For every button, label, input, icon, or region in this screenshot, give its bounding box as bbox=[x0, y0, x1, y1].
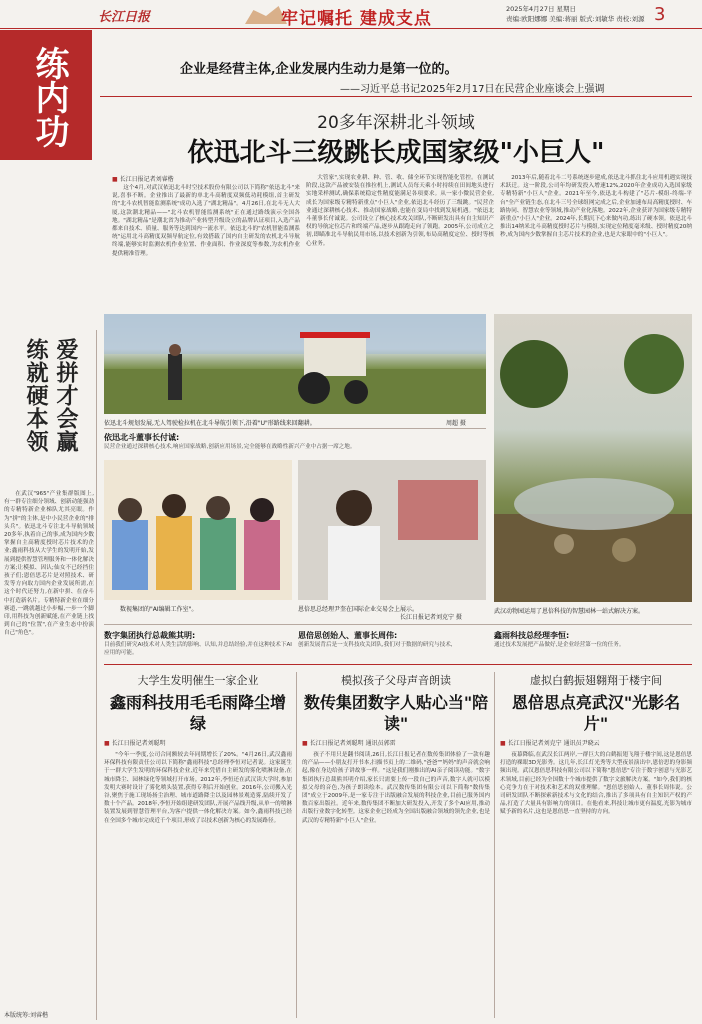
page-editor: 本版统筹:刘睿楷 bbox=[4, 1012, 49, 1019]
article-divider-1 bbox=[296, 672, 297, 1018]
quote-desc-fucheng: 民营企业通过深耕核心技术,响应国家战略,创新应用场景,完全能够在战略性新兴产业中占据一席之地。 bbox=[104, 444, 356, 450]
column-title-b: 练就硬本领 bbox=[23, 338, 48, 453]
main-kicker: 20多年深耕北斗领域 bbox=[317, 113, 475, 133]
articles-rule bbox=[104, 664, 692, 665]
article-divider-2 bbox=[494, 672, 495, 1018]
founder-photo-caption: 恩倍思总经理尹奎在国际企业交易会上展示。 bbox=[298, 606, 419, 613]
article-shuchuan bbox=[302, 672, 490, 1024]
newspaper-logo: 长江日报 bbox=[98, 10, 151, 25]
note-desc-xiong: 目前我们研究AI技术对人类生活的影响、认知,并总结经验,并在这种技术下AI应用的可能。 bbox=[104, 642, 292, 656]
right-photo-caption: 武汉动物园运用了恩倍科技的智慧园林一站式解决方案。 bbox=[494, 608, 645, 615]
quote-title-fucheng: 依迅北斗董事长付诚: bbox=[104, 433, 180, 442]
article-xinyu bbox=[104, 672, 292, 1024]
article-kicker: 虚拟白鹤振翅翱翔于楼宇间 bbox=[530, 674, 662, 687]
main-headline: 依迅北斗三级跳长成国家级"小巨人" bbox=[187, 138, 605, 168]
main-photo-credit: 周超 摄 bbox=[446, 420, 466, 427]
banner-title: 牢记嘱托 建成支点 bbox=[281, 9, 432, 29]
issue-date: 2025年4月27日 星期日 bbox=[506, 5, 577, 13]
main-body-col2: 大管家",实现农业耕、种、管、收、储全环节实现智能化管控。在测试阶段,这款产品被安装在推拉机上,测试人员每天乘小时持续在田间地头进行实地采样测试,确保系统稳定性精度能满足各项要求。从一家小微民营企业,成长为国家级专精特新重点"小巨人"企业,依迅北斗经历了三级跳。"民营企业通过深耕核心技术、推动国家战略,也能在变局中找到发展机遇。"依迅北斗董事长付诚说。公司设立了核心技术攻关团队,不断研发出具有自主知识产权的导航定位芯片和终端产品,逐步从跟跑走向了领跑。2005年,公司成立之初,即瞄准北斗导航民用市场,以技术创新为引领,布局高精度定位、授时等核心业务。 bbox=[306, 175, 494, 247]
main-byline: ■ 长江日报记者刘睿楷 bbox=[112, 174, 174, 183]
article-headline: 鑫雨科技用毛毛雨降尘增绿 bbox=[109, 693, 286, 733]
date-info bbox=[506, 4, 644, 24]
article-kicker: 大学生发明催生一家企业 bbox=[137, 674, 259, 687]
note-desc-zhou: 创新发展背后是一支科技攻关团队,我们对于数据的研究与技术, bbox=[298, 642, 453, 648]
note-desc-li: 通过技术发展把产品做好,是企业经营第一位的任务。 bbox=[494, 642, 625, 648]
founder-photo bbox=[298, 460, 486, 600]
article-body: 孩子不用只是翻书阅读,26日,长江日报记者在数传集团体验了一款有趣的产品——小朋友打开书本,扫描书页上的二维码,"爸爸""妈妈"的声音就会响起,像在身边给孩子讲故事一样。"这是我们刚推出的AI亲子阅读功能。"数字集团执行总裁熊其明介绍,家长只需要上传一段自己的声音,数字人就可以模拟父母的音色,为孩子朗读绘本。武汉数传集团有限公司以下简称"数传集团"成立于2009年,是一家专注于出版融合发展的科技企业,目前已服务国内数百家出版社。近年来,数传集团不断加大研发投入,开发了多个AI应用,推动出版行业数字化转型。这家企业已经成为全国出版融合领域的领先企业,也是武汉的专精特新"小巨人"企业。 bbox=[302, 752, 490, 824]
quote-source: ——习近平总书记2025年2月17日在民营企业座谈会上强调 bbox=[340, 84, 605, 95]
column-title-a: 爱拼才会赢 bbox=[53, 338, 78, 453]
zoo-photo bbox=[494, 314, 692, 602]
mid-rule bbox=[104, 428, 486, 429]
page-number: 3 bbox=[654, 4, 666, 25]
note-title-zhou: 恩倍思创始人、董事长周伟: bbox=[298, 631, 398, 640]
article-byline: ■ 长江日报记者刘克宁 通讯员尹晓云 bbox=[500, 738, 692, 747]
main-body-col3: 2013年后,随着北斗二号系统逐步建成,依迅北斗抓住北斗应用机遇实现技术跃迁。这一阶段,公司年均研发投入增速12%,2020年企业成功入选国家级专精特新"小巨人"企业。2021年至今,依迅北斗构建了"芯片-模组-终端-平台"全产业链生态,在北斗三号全球组网完成之后,企业加速布局高精度授时、车路协同、智慧农业等领域,推动产业化落地。2022年,企业获评为国家级专精特新重点"小巨人"企业。2024年,长期沉下心来做内功,练出了硬本领。依迅北斗推出14纳米北斗高精度授时芯片与模组,实现定位精度毫米级、授时精度20纳秒,成为国内少数掌握自主芯片技术的企业,也是大家眼中的"小巨人"。 bbox=[500, 175, 692, 239]
note-title-li: 鑫雨科技总经理李恒: bbox=[494, 631, 570, 640]
article-byline: ■ 长江日报记者刘聪明 bbox=[104, 738, 292, 747]
founder-photo-credit: 长江日报记者刘克宁 摄 bbox=[400, 614, 462, 621]
article-kicker: 模拟孩子父母声音朗读 bbox=[341, 674, 451, 687]
section-banner bbox=[245, 2, 455, 29]
column-body: 在武汉"965"产业集群版图上,有一群专注细分领域、创新动能强劲的专精特新企业梯队尤其亮眼。作为"拼"的主体,是中小民营企业的"排头兵"。依迅北斗专注北斗导航领域20多年,执着自己的事,成为国内少数掌握自主高精度授时芯片技术的企业;鑫雨科技从大学生的发明开始,发展到提供智慧管理服务和一体化解决方案;让模拟、因认;仙女不已经挡住孩子们;恩倍思芯片是对照技术、研发等方向取力国内企业发展所需,在这个时代还努力,在新中拼、在奋斗中打造新名片。专精特新企业在细分赛道,一跳就越过小步幅,一步一个脚印,用科技为创新赋能,在产业链上找到自己的"位置",在产业生态中扮演自己"角色"。 bbox=[4, 491, 94, 637]
editor-credits: 责编:欧阳娜娜 美编:蒋丽 版式:刘敏华 责校:刘源 bbox=[506, 15, 645, 23]
article-body: 夜幕降临,在武汉长江两岸,一群巨大的白鹤振翅飞翔于楼宇间,这是恩倍思打造的裸眼3D光影秀。这几年,长江灯光秀等大型夜景演出中,恩倍思的身影频频出现。武汉恩倍思科技有限公司以下简称"恩倍思"专注于数字创意与光影艺术领域,目前已经为全国数十个城市提供了数字文旅解决方案。"如今,我们的核心竞争力在于对技术和艺术的双重理解。"恩倍思创始人、董事长周伟说。公司研发团队不断探索新技术与文化的结合,推出了多项具有自主知识产权的产品,打造了大量具有影响力的项目。在他看来,科技让城市更有温度,光影为城市赋予新的名片,这也是恩倍思一直坚持的方向。 bbox=[500, 752, 692, 816]
article-enbeisi bbox=[500, 672, 692, 1024]
note-title-xiong: 数字集团执行总裁熊其明: bbox=[104, 631, 196, 640]
notes-rule bbox=[104, 624, 692, 625]
tractor-illustration bbox=[104, 314, 486, 414]
column-name: 练内功 bbox=[29, 46, 69, 148]
main-body-col1: 这个4月,对武汉依迅北斗时空技术股份有限公司以下简称"依迅北斗"来说,喜事不断。企业推出了最新的单北斗高精度双频低功耗模组,首主研发的"北斗农机智能监测系统"成功入选了"湖北精品"。4月26日,在北斗无人大厦,这款潮北精品——"北斗农机智能监测系统"正在通过路线演示全国各地。"湖北精品"是潮北省为推动产业转型升级设立的品牌认证项目,入选产品都来自技术、质量、服务等达到国内一流水平。依迅北斗的"农机智能监测系统"运用北斗高精度双频导航定位,有效搭载了国内自主研发的农机北斗导航终端,能够实时监测农机作业位置、作业面积、作业深度等参数,为农机作业提供精准管理。 bbox=[112, 185, 300, 257]
column-divider bbox=[96, 330, 97, 1020]
founder-illustration bbox=[298, 460, 486, 600]
quote-rule bbox=[100, 96, 692, 97]
garden-illustration bbox=[494, 314, 692, 602]
quote-text: 企业是经营主体,企业发展内生动力是第一位的。 bbox=[180, 62, 458, 77]
ai-photo-caption: 数视集团的"AI编辑工作室"。 bbox=[120, 606, 198, 613]
ai-studio-photo bbox=[104, 460, 292, 600]
article-headline: 数传集团数字人贴心当"陪读" bbox=[303, 693, 489, 733]
main-photo-caption: 依迅北斗规划发展,无人驾驶检拉机在北斗导航引领下,沿着"U"形路线来回翻耕。 bbox=[104, 420, 316, 427]
cartoon-figures-illustration bbox=[104, 460, 292, 600]
article-body: "今年一季度,公司合同额较去年同期增长了20%。"4月26日,武汉鑫雨环保科技有限责任公司以下简称"鑫雨科技"总经理李恒对记者说。这家诞生于一群大学生发明的环保科技企业,近年来凭借自主研发的雾化喷淋设备,在城市降尘、园林绿化等领域打开市场。2012年,李恒还在武汉读大学时,参加发明大赛时设计了雾化喷头装置,获得专利后开始创业。2016年,公司搬入光谷,聚焦于施工现场扬尘治理、城市道路降尘以及园林景观造雾,陆续开发了数十个产品。2018年,李恒开始组建研发团队,开展产品线升级,从单一的喷淋装置发展到智慧管理平台,为客户提供一体化解决方案。如今,鑫雨科技已经在全国多个城市完成近千个项目,形成了以技术创新为核心的发展路径。 bbox=[104, 752, 292, 824]
article-headline: 恩倍思点亮武汉"光影名片" bbox=[511, 693, 681, 733]
article-byline: ■ 长江日报记者刘聪明 通讯员郭雷 bbox=[302, 738, 490, 747]
tractor-photo bbox=[104, 314, 486, 414]
